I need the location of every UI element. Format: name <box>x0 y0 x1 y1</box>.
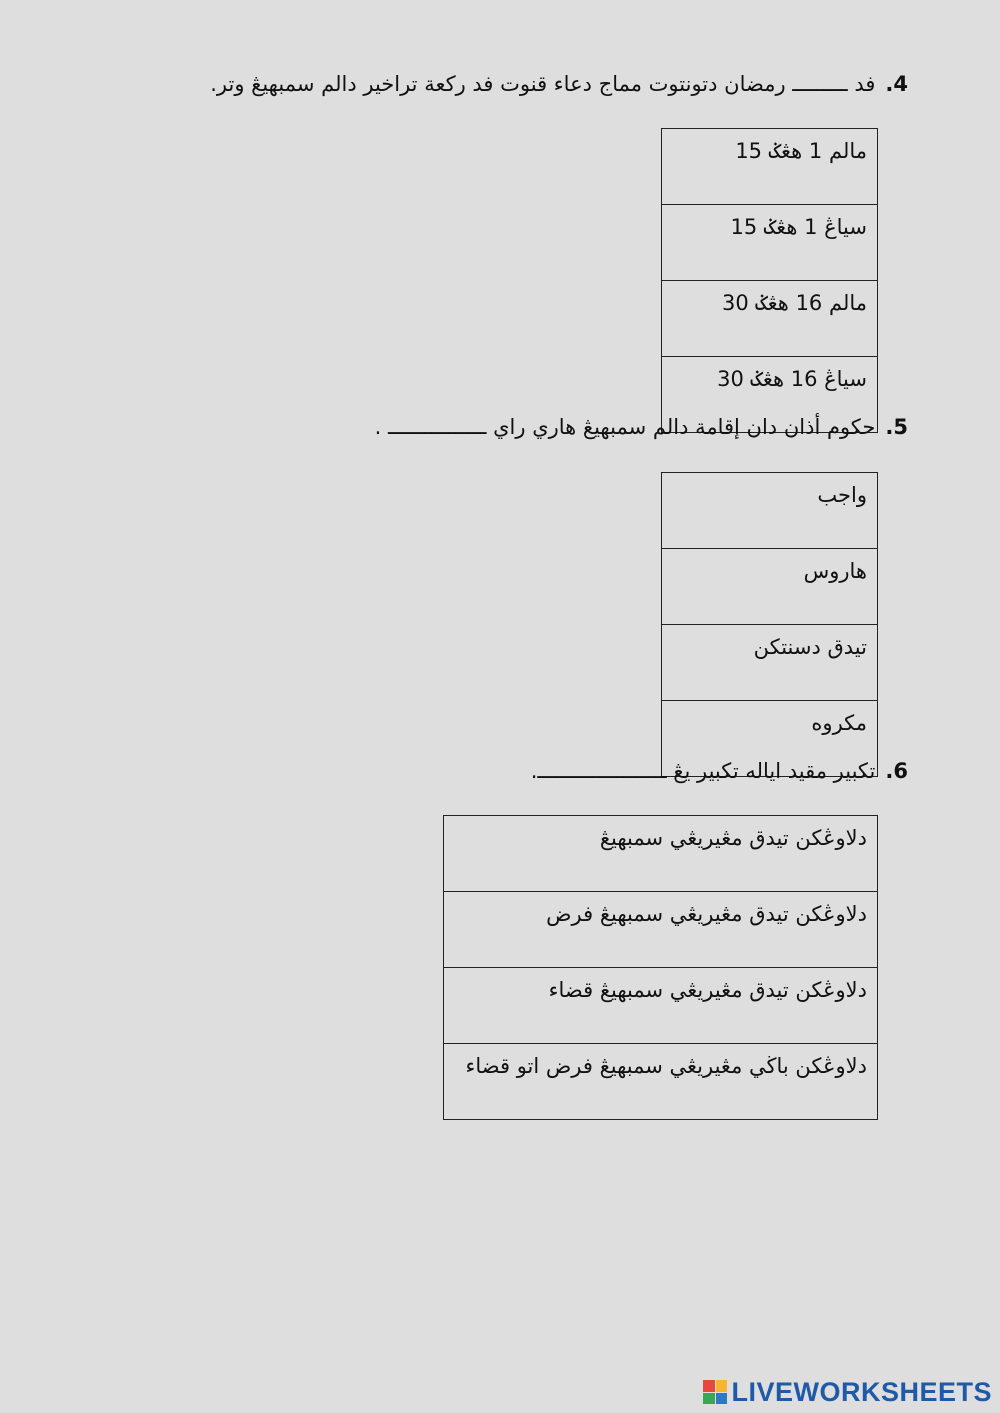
option-cell[interactable]: هاروس <box>662 549 878 625</box>
options-table-q5 <box>661 472 878 777</box>
option-cell[interactable]: سياڠ 16 هڠݢ 30 <box>662 357 878 433</box>
option-cell[interactable]: واجب <box>662 473 878 549</box>
option-cell[interactable]: دلاوڠكن تيدق مڠيريڠي سمبهيڠ فرض <box>444 892 878 968</box>
option-cell[interactable]: سياڠ 1 هڠݢ 15 <box>662 205 878 281</box>
question-text: حكوم أذان دان إقامة دالم سمبهيڠ هاري راي ــــــــــــــــ . <box>374 415 876 439</box>
logo-square <box>703 1393 715 1405</box>
question-4 <box>210 70 908 98</box>
option-cell[interactable]: مكروه <box>662 701 878 777</box>
question-number: 5. <box>885 415 908 439</box>
options-table-q4 <box>661 128 878 433</box>
option-cell[interactable]: مالم 16 هڠݢ 30 <box>662 281 878 357</box>
logo-text: LIVEWORKSHEETS <box>731 1376 992 1407</box>
logo-square <box>716 1393 728 1405</box>
question-number: 4. <box>885 72 908 96</box>
question-text: تكبير مقيد اياله تكبير يڠ ـــــــــــــــــــــ. <box>530 759 876 783</box>
option-cell[interactable]: مالم 1 هڠݢ 15 <box>662 129 878 205</box>
logo-square <box>716 1380 728 1392</box>
options-table-q6 <box>443 815 878 1120</box>
option-cell[interactable]: دلاوڠكن باڬي مڠيريڠي سمبهيڠ فرض اتو قضاء <box>444 1044 878 1120</box>
logo-square <box>703 1380 715 1392</box>
question-number: 6. <box>885 759 908 783</box>
question-5 <box>375 413 908 441</box>
liveworksheets-logo-icon <box>703 1380 727 1404</box>
option-cell[interactable]: تيدق دسنتکن <box>662 625 878 701</box>
question-6 <box>531 757 908 785</box>
option-cell[interactable]: دلاوڠكن تيدق مڠيريڠي سمبهيڠ قضاء <box>444 968 878 1044</box>
option-cell[interactable]: دلاوڠكن تيدق مڠيريڠي سمبهيڠ <box>444 816 878 892</box>
liveworksheets-logo <box>703 1377 992 1407</box>
question-text: فد ـــــــــ رمضان دتونتوت مماج دعاء قنوت فد ركعة تراخير دالم سمبهيڠ وتر. <box>210 72 876 96</box>
